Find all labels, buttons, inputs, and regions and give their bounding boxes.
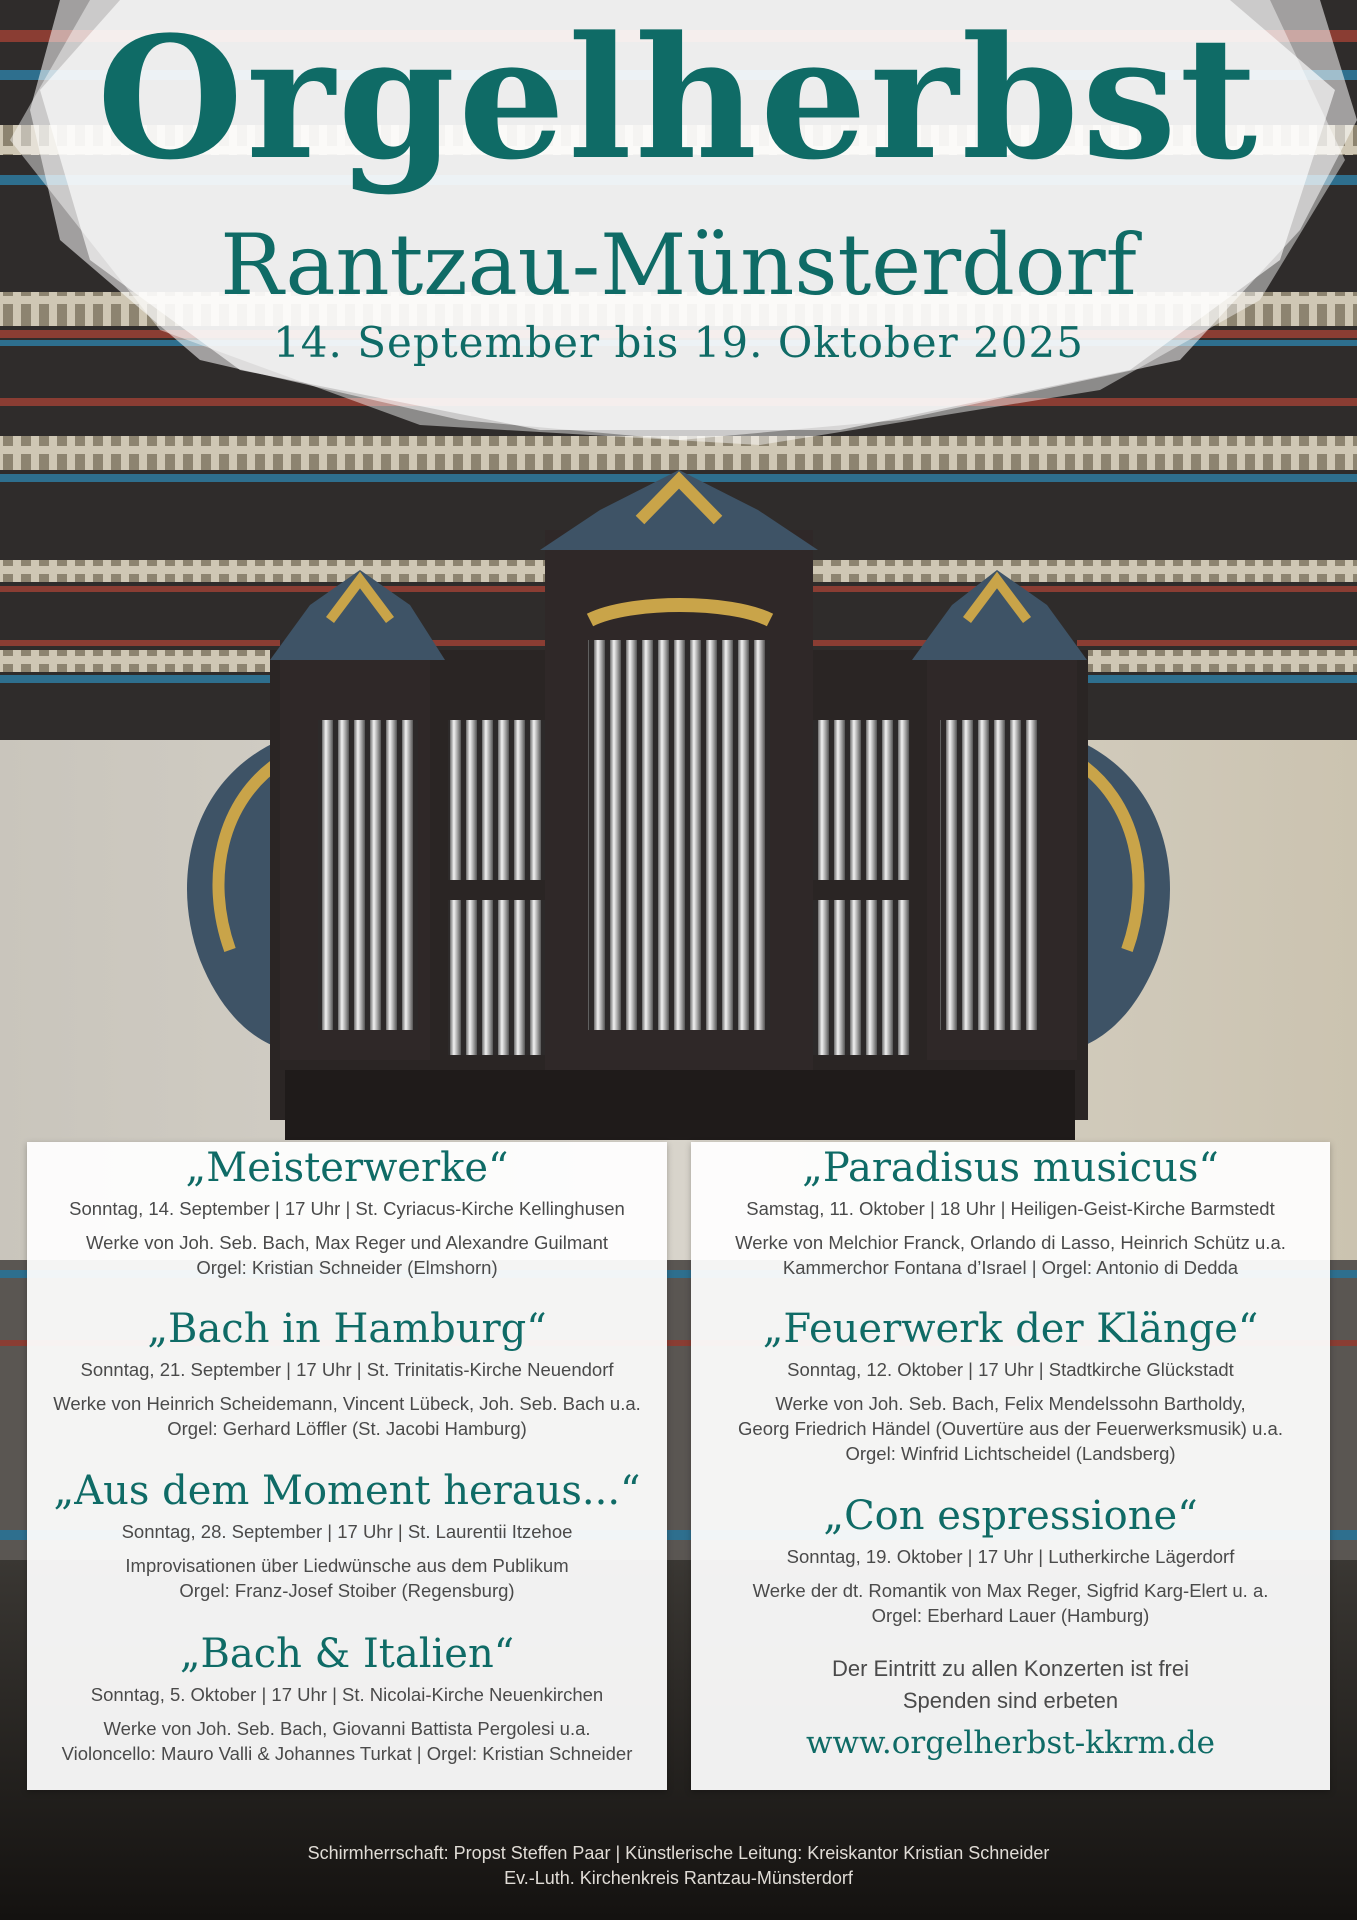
event-date: Sonntag, 14. September | 17 Uhr | St. Cyriacus-Kirche Kellinghusen xyxy=(69,1198,625,1219)
event-details xyxy=(27,1716,667,1766)
event-details xyxy=(27,1553,667,1603)
organizer-line: Ev.-Luth. Kirchenkreis Rantzau-Münsterdorf xyxy=(504,1868,853,1888)
event-paradisus-musicus xyxy=(691,1142,1330,1280)
event-performer: Orgel: Eberhard Lauer (Hamburg) xyxy=(871,1605,1150,1626)
event-title: „Bach & Italien“ xyxy=(179,1631,515,1677)
event-title: „Con espressione“ xyxy=(823,1493,1198,1539)
event-performer: Orgel: Gerhard Löffler (St. Jacobi Hamburg) xyxy=(167,1418,527,1439)
patronage-line: Schirmherrschaft: Propst Steffen Paar | Künstlerische Leitung: Kreiskantor Kristian Schneider xyxy=(307,1843,1050,1863)
event-date: Sonntag, 5. Oktober | 17 Uhr | St. Nicolai-Kirche Neuenkirchen xyxy=(90,1684,604,1705)
event-performer: Orgel: Franz-Josef Stoiber (Regensburg) xyxy=(179,1580,515,1601)
event-program: Improvisationen über Liedwünsche aus dem Publikum xyxy=(125,1555,569,1576)
event-details xyxy=(27,1230,667,1280)
event-date: Samstag, 11. Oktober | 18 Uhr | Heiligen-Geist-Kirche Barmstedt xyxy=(746,1198,1275,1219)
event-title: „Feuerwerk der Klänge“ xyxy=(762,1306,1259,1352)
event-program-continued: Georg Friedrich Händel (Ouvertüre aus der Feuerwerksmusik) u.a. xyxy=(738,1418,1283,1439)
event-details xyxy=(691,1391,1330,1466)
event-performer: Orgel: Winfrid Lichtscheidel (Landsberg) xyxy=(845,1443,1176,1464)
poster-footer xyxy=(0,1841,1357,1891)
event-details xyxy=(27,1391,667,1441)
event-program: Werke von Joh. Seb. Bach, Giovanni Battista Pergolesi u.a. xyxy=(103,1718,591,1739)
donations-line: Spenden sind erbeten xyxy=(902,1688,1119,1713)
event-date: Sonntag, 21. September | 17 Uhr | St. Trinitatis-Kirche Neuendorf xyxy=(80,1359,614,1380)
website-link[interactable]: www.orgelherbst-kkrm.de xyxy=(805,1725,1215,1761)
event-date: Sonntag, 19. Oktober | 17 Uhr | Lutherkirche Lägerdorf xyxy=(786,1546,1235,1567)
event-program: Werke von Melchior Franck, Orlando di Lasso, Heinrich Schütz u.a. xyxy=(735,1232,1286,1253)
event-title: „Meisterwerke“ xyxy=(185,1145,509,1191)
event-title: „Aus dem Moment heraus...“ xyxy=(53,1468,641,1514)
event-bach-italien xyxy=(27,1628,667,1766)
event-con-espressione xyxy=(691,1490,1330,1628)
event-program: Werke von Heinrich Scheidemann, Vincent Lübeck, Joh. Seb. Bach u.a. xyxy=(53,1393,641,1414)
event-performer: Kammerchor Fontana d’Israel | Orgel: Antonio di Dedda xyxy=(782,1257,1239,1278)
festival-title: Orgelherbst xyxy=(96,0,1261,197)
poster-header xyxy=(0,0,1357,440)
event-performer: Orgel: Kristian Schneider (Elmshorn) xyxy=(196,1257,498,1278)
event-program: Werke von Joh. Seb. Bach, Max Reger und Alexandre Guilmant xyxy=(85,1232,609,1253)
left-program-panel xyxy=(27,1142,667,1790)
event-program: Werke von Joh. Seb. Bach, Felix Mendelssohn Bartholdy, xyxy=(775,1393,1246,1414)
event-title: „Bach in Hamburg“ xyxy=(147,1306,547,1352)
event-details xyxy=(691,1230,1330,1280)
event-title: „Paradisus musicus“ xyxy=(802,1145,1219,1191)
event-program: Werke der dt. Romantik von Max Reger, Sigfrid Karg-Elert u. a. xyxy=(752,1580,1269,1601)
event-meisterwerke xyxy=(27,1142,667,1280)
event-bach-in-hamburg xyxy=(27,1303,667,1441)
event-feuerwerk-der-klaenge xyxy=(691,1303,1330,1466)
festival-subtitle: Rantzau-Münsterdorf xyxy=(220,216,1137,314)
event-details xyxy=(691,1578,1330,1628)
event-date: Sonntag, 28. September | 17 Uhr | St. Laurentii Itzehoe xyxy=(121,1521,573,1542)
free-entry-notice xyxy=(691,1653,1330,1717)
event-performer: Violoncello: Mauro Valli & Johannes Turkat | Orgel: Kristian Schneider xyxy=(61,1743,633,1764)
event-aus-dem-moment xyxy=(27,1465,667,1603)
event-date: Sonntag, 12. Oktober | 17 Uhr | Stadtkirche Glückstadt xyxy=(787,1359,1234,1380)
festival-dates: 14. September bis 19. Oktober 2025 xyxy=(273,318,1084,367)
free-entry-line: Der Eintritt zu allen Konzerten ist frei xyxy=(831,1656,1190,1681)
